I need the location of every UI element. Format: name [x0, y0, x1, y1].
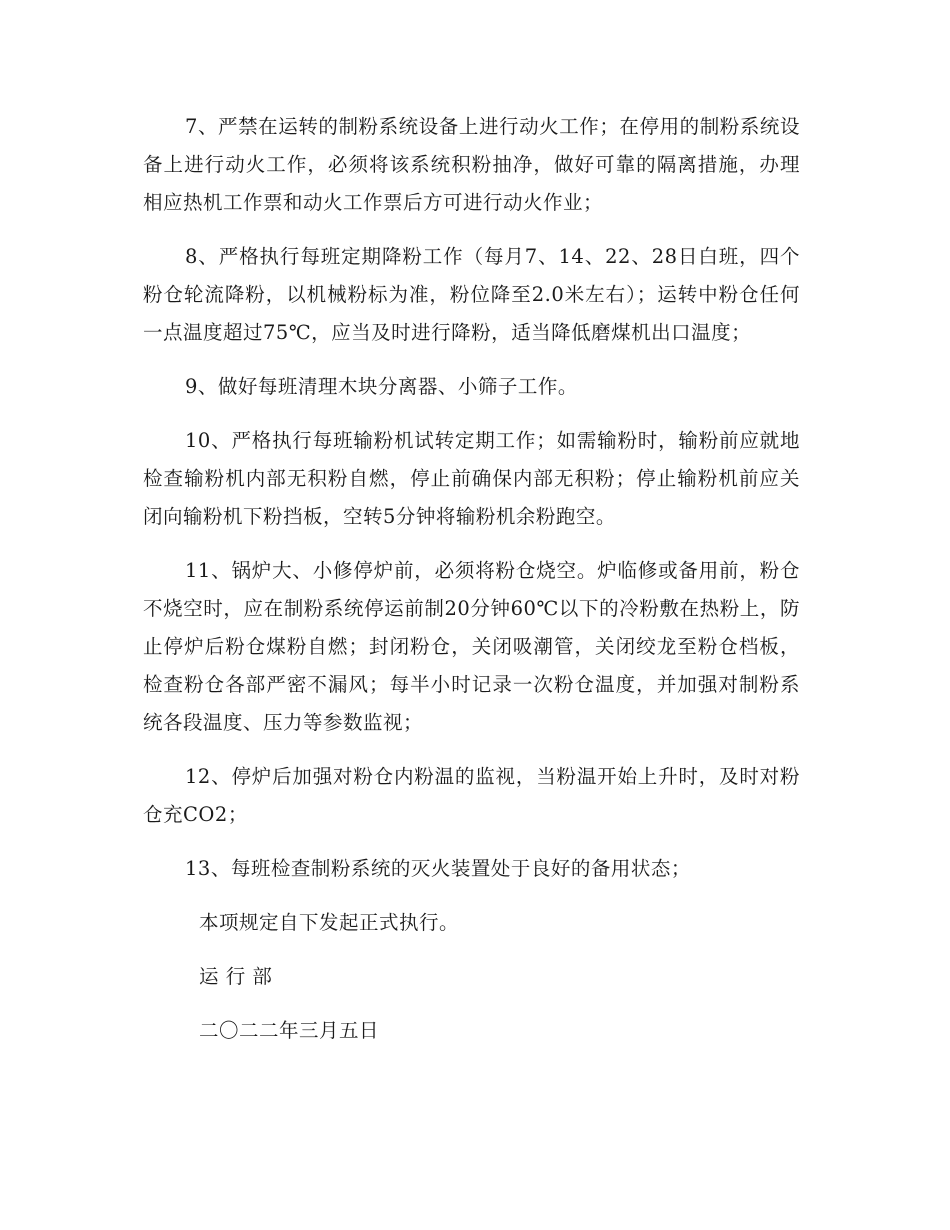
paragraph-item-7: 7、严禁在运转的制粉系统设备上进行动火工作；在停用的制粉系统设备上进行动火工作，必须将该系统积粉抽净，做好可靠的隔离措施，办理相应热机工作票和动火工作票后方可进行动火作业； [143, 115, 800, 214]
paragraph-item-12: 12、停炉后加强对粉仓内粉温的监视，当粉温开始上升时，及时对粉仓充CO2； [143, 765, 800, 826]
paragraph-item-9: 9、做好每班清理木块分离器、小筛子工作。 [185, 375, 578, 398]
issuing-department: 运 行 部 [199, 965, 273, 988]
closing-statement: 本项规定自下发起正式执行。 [199, 911, 460, 934]
paragraph-item-8: 8、严格执行每班定期降粉工作（每月7、14、22、28日白班，四个粉仓轮流降粉，以机械粉标为准，粉位降至2.0米左右）；运转中粉仓任何一点温度超过75℃，应当及时进行降粉，适当降低磨煤机出口温度； [143, 245, 800, 344]
paragraph-item-10: 10、严格执行每班输粉机试转定期工作；如需输粉时，输粉前应就地检查输粉机内部无积粉自燃，停止前确保内部无积粉；停止输粉机前应关闭向输粉机下粉挡板，空转5分钟将输粉机余粉跑空。 [143, 429, 800, 528]
paragraph-item-13: 13、每班检查制粉系统的灭火装置处于良好的备用状态； [185, 857, 691, 880]
paragraph-item-11: 11、锅炉大、小修停炉前，必须将粉仓烧空。炉临修或备用前，粉仓不烧空时，应在制粉系统停运前制20分钟60℃以下的冷粉敷在热粉上，防止停炉后粉仓煤粉自燃；封闭粉仓，关闭吸潮管，关闭绞龙至粉仓档板，检查粉仓各部严密不漏风；每半小时记录一次粉仓温度，并加强对制粉系统各段温度、压力等参数监视； [143, 559, 800, 734]
issue-date: 二〇二二年三月五日 [199, 1019, 380, 1042]
